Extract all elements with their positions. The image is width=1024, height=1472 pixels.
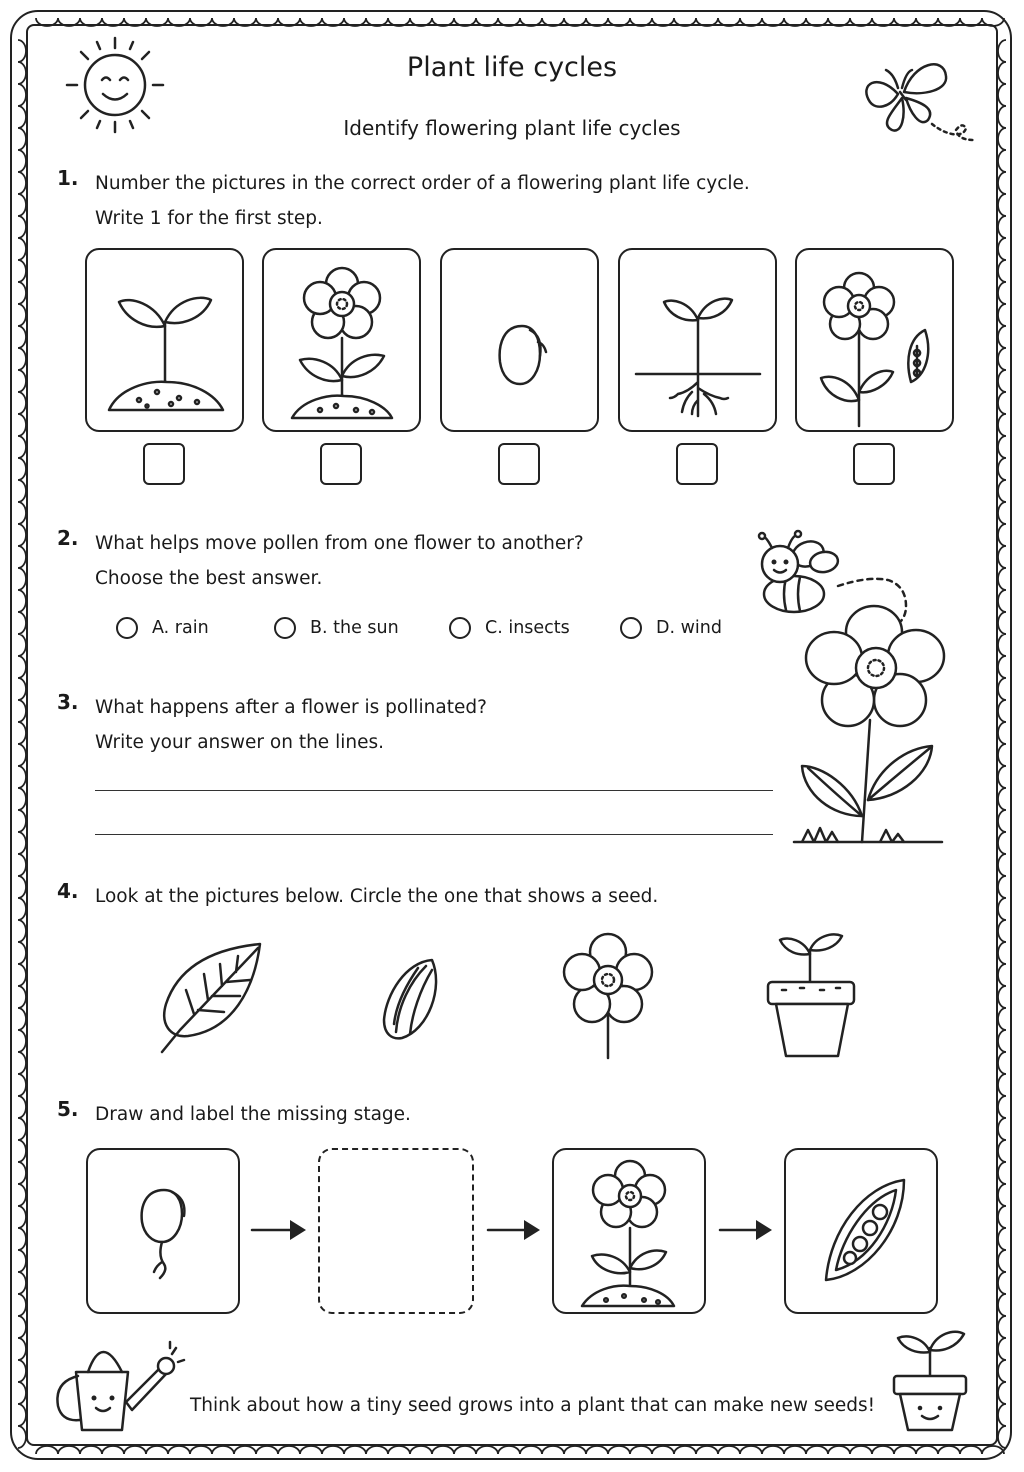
flower-icon [794,606,944,842]
missing-stage-box[interactable] [318,1148,474,1314]
worksheet-title: Plant life cycles [406,52,618,83]
question-1-number: 1. [57,166,79,190]
sprout-with-roots-icon [620,250,775,430]
q1-picture-card-5 [795,248,954,432]
stage-card-3 [552,1148,706,1314]
option-c-label: C. insects [485,618,570,638]
q1-answer-box-1[interactable] [143,443,185,485]
seedling-in-soil-icon [87,250,242,430]
stage-card-1 [86,1148,240,1314]
question-1-line-2: Write 1 for the first step. [95,208,323,229]
germinating-seed-icon [88,1150,238,1312]
q1-answer-box-5[interactable] [853,443,895,485]
bee-icon [759,531,840,612]
answer-line-1[interactable] [95,790,773,791]
question-2-line-1: What helps move pollen from one flower to another? [95,533,584,554]
question-3-text [95,690,487,760]
option-b[interactable] [274,617,399,639]
arrow-right-icon-1 [250,1218,310,1242]
worksheet-subtitle: Identify flowering plant life cycles [343,116,681,140]
seed-pod-icon [786,1150,936,1312]
question-3-number: 3. [57,690,79,714]
question-3-line-2: Write your answer on the lines. [95,732,384,753]
q1-picture-card-1 [85,248,244,432]
watering-can-icon [48,1332,188,1442]
answer-line-2[interactable] [95,834,773,835]
seed-icon [442,250,597,430]
q1-picture-card-3 [440,248,599,432]
option-d-radio[interactable] [620,617,642,639]
option-c[interactable] [449,617,570,639]
question-1-line-1: Number the pictures in the correct order of a flowering plant life cycle. [95,173,750,194]
arrow-right-icon-3 [718,1218,778,1242]
option-d-label: D. wind [656,618,722,638]
question-2-number: 2. [57,526,79,550]
option-a-label: A. rain [152,618,209,638]
leaf-icon[interactable] [150,930,280,1060]
stage-card-4 [784,1148,938,1314]
question-5-number: 5. [57,1097,79,1121]
question-2-text [95,526,584,596]
flowering-plant-in-soil-icon [264,250,419,430]
bee-and-flower-illustration [750,520,960,850]
footer-tip: Think about how a tiny seed grows into a plant that can make new seeds! [190,1395,876,1416]
question-2-line-2: Choose the best answer. [95,568,323,589]
option-a[interactable] [116,617,209,639]
question-1-text [95,166,750,236]
q1-answer-box-2[interactable] [320,443,362,485]
smiling-potted-plant-icon [886,1326,976,1438]
q1-picture-card-4 [618,248,777,432]
option-b-label: B. the sun [310,618,399,638]
arrow-right-icon-2 [486,1218,546,1242]
q1-picture-card-2 [262,248,421,432]
potted-seedling-icon[interactable] [760,924,870,1064]
q1-answer-box-3[interactable] [498,443,540,485]
question-4-number: 4. [57,879,79,903]
question-3-line-1: What happens after a flower is pollinated? [95,697,487,718]
option-a-radio[interactable] [116,617,138,639]
option-c-radio[interactable] [449,617,471,639]
flower-icon[interactable] [548,928,668,1068]
seed-icon[interactable] [370,950,460,1050]
option-d[interactable] [620,617,722,639]
q1-answer-box-4[interactable] [676,443,718,485]
question-5-text: Draw and label the missing stage. [95,1104,411,1125]
question-4-text: Look at the pictures below. Circle the one that shows a seed. [95,886,659,907]
flower-with-seed-pod-icon [797,250,952,430]
flowering-plant-icon [554,1150,704,1312]
option-b-radio[interactable] [274,617,296,639]
